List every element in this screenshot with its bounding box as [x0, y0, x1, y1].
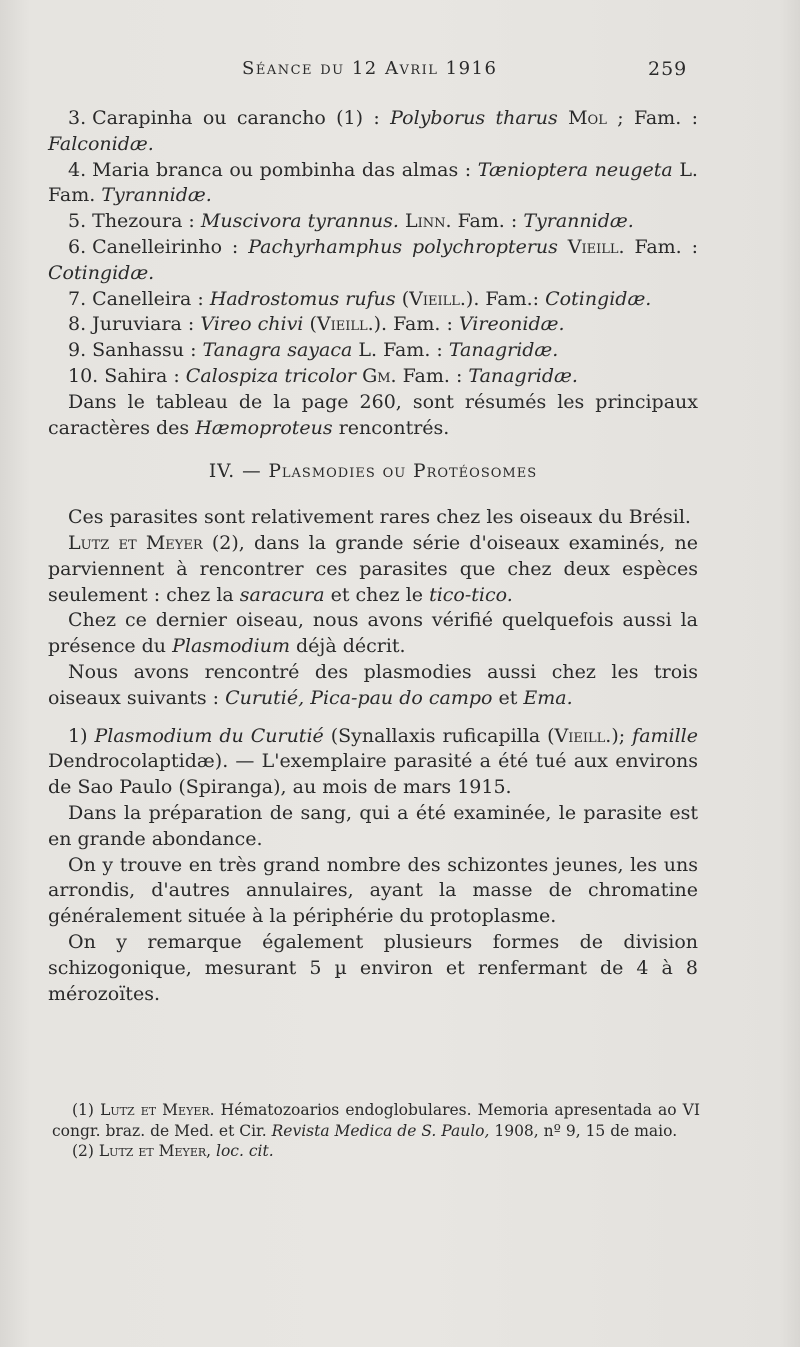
paragraph: Dans la préparation de sang, qui a été examinée, le parasite est en grande abondance.	[48, 801, 698, 850]
list-item: 6. Canelleirinho : Pachyrhamphus polychropterus Vieill. Fam. : Cotingidæ.	[48, 235, 698, 284]
running-title: Séance du 12 Avril 1916	[242, 58, 498, 79]
paragraph: Lutz et Meyer (2), dans la grande série d'oiseaux examinés, ne parviennent à rencontrer ces parasites que chez deux espèces seulement : chez la saracura et chez le tico-tico.	[48, 531, 698, 606]
list-item: 9. Sanhassu : Tanagra sayaca L. Fam. : Tanagridæ.	[68, 339, 559, 362]
spacer	[48, 712, 698, 724]
section-title: IV. — Plasmodies ou Protéosomes	[208, 461, 538, 483]
page-header	[0, 58, 800, 88]
list-item: 7. Canelleira : Hadrostomus rufus (Vieill.). Fam.: Cotingidæ.	[68, 287, 652, 310]
tableau-paragraph: Dans le tableau de la page 260, sont résumés les principaux caractères des Hæmoproteus rencontrés.	[48, 390, 698, 439]
paragraph: Chez ce dernier oiseau, nous avons vérifié quelquefois aussi la présence du Plasmodium déjà décrit.	[48, 609, 698, 658]
footnote: (1) Lutz et Meyer. Hématozoarios endoglobulares. Memoria apresentada ao VI congr. braz. de Med. et Cir. Revista Medica de S. Paulo, 1908, nº 9, 15 de maio.	[52, 1101, 700, 1140]
page-number: 259	[648, 58, 688, 80]
paragraph: Ces parasites sont relativement rares chez les oiseaux du Brésil.	[68, 506, 691, 529]
list-item: 4. Maria branca ou pombinha das almas : Tænioptera neugeta L. Fam. Tyrannidæ.	[48, 158, 698, 207]
paragraph: On y trouve en très grand nombre des schizontes jeunes, les uns arrondis, d'autres annulaires, ayant la masse de chromatine généralement située à la périphérie du protoplasme.	[48, 853, 698, 928]
paragraph: 1) Plasmodium du Curutié (Synallaxis ruficapilla (Vieill.); famille Dendrocolaptidæ). — L'exemplaire parasité a été tué aux environs de Sao Paulo (Spiranga), au mois de mars 1915.	[48, 724, 699, 799]
list-item: 5. Thezoura : Muscivora tyrannus. Linn. Fam. : Tyrannidæ.	[68, 210, 634, 233]
paragraph: Nous avons rencontré des plasmodies aussi chez les trois oiseaux suivants : Curutié, Pica-pau do campo et Ema.	[48, 660, 698, 709]
paragraph: On y remarque également plusieurs formes de division schizogonique, mesurant 5 µ environ et renfermant de 4 à 8 mérozoïtes.	[48, 930, 698, 1005]
list-item: 3. Carapinha ou carancho (1) : Polyborus tharus Mol ; Fam. : Falconidæ.	[48, 107, 698, 155]
list-item: 8. Juruviara : Vireo chivi (Vieill.). Fam. : Vireonidæ.	[68, 313, 565, 336]
footnote: (2) Lutz et Meyer, loc. cit.	[72, 1142, 274, 1160]
list-item: 10. Sahira : Calospiza tricolor Gm. Fam. : Tanagridæ.	[68, 364, 578, 387]
body-text	[48, 106, 698, 1007]
footnotes	[52, 1100, 700, 1162]
